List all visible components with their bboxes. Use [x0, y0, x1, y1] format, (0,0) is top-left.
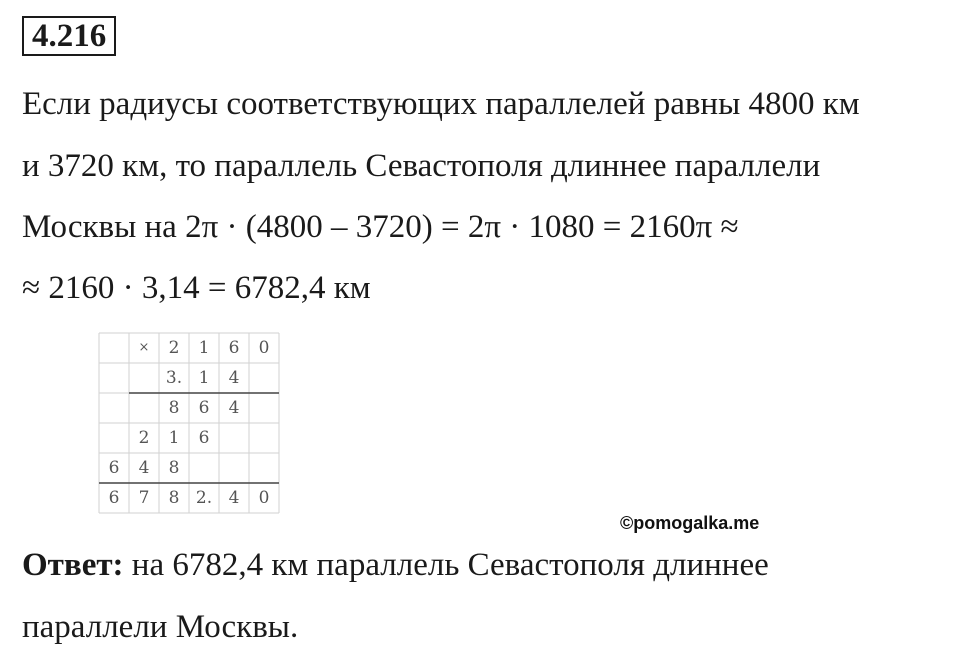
answer-line-1 — [22, 545, 769, 585]
calc-digit: 2 — [138, 428, 150, 448]
calc-digit: 3. — [165, 368, 183, 388]
calc-digit: 2. — [195, 488, 213, 508]
calc-digit: 6 — [228, 338, 240, 358]
calc-digit: 6 — [198, 398, 210, 418]
calc-digit: 2 — [168, 338, 180, 358]
column-multiplication — [98, 332, 280, 514]
calc-digit: 6 — [108, 488, 120, 508]
calc-digit: 1 — [198, 368, 210, 388]
calc-digit: 0 — [258, 338, 270, 358]
answer-label: Ответ: — [22, 547, 124, 583]
answer-text-1: на 6782,4 км параллель Севастополя длиннее — [123, 547, 769, 583]
multiply-sign: × — [138, 340, 150, 355]
calc-digit: 8 — [168, 458, 180, 478]
solution-line-4: ≈ 2160 · 3,14 = 6782,4 км — [22, 270, 371, 306]
calc-digit: 6 — [198, 428, 210, 448]
calc-digit: 1 — [168, 428, 180, 448]
solution-line-1: Если радиусы соответствующих параллелей равны 4800 км — [22, 86, 860, 122]
answer-line-2: параллели Москвы. — [22, 609, 299, 645]
solution-line-2: и 3720 км, то параллель Севастополя длиннее параллели — [22, 148, 821, 184]
calc-digit: 8 — [168, 398, 180, 418]
calc-digit: 7 — [138, 488, 150, 508]
watermark: ©pomogalka.me — [620, 513, 760, 533]
calc-digit: 1 — [198, 338, 210, 358]
solution-line-3: Москвы на 2π · (4800 – 3720) = 2π · 1080 = 2160π ≈ — [22, 209, 739, 245]
calc-digit: 8 — [168, 488, 180, 508]
problem-number: 4.216 — [22, 16, 116, 56]
calc-digit: 4 — [228, 368, 240, 388]
calc-digit: 0 — [258, 488, 270, 508]
calc-digit: 4 — [228, 398, 240, 418]
calc-digit: 6 — [108, 458, 120, 478]
calc-digit: 4 — [138, 458, 150, 478]
calc-digit: 4 — [228, 488, 240, 508]
